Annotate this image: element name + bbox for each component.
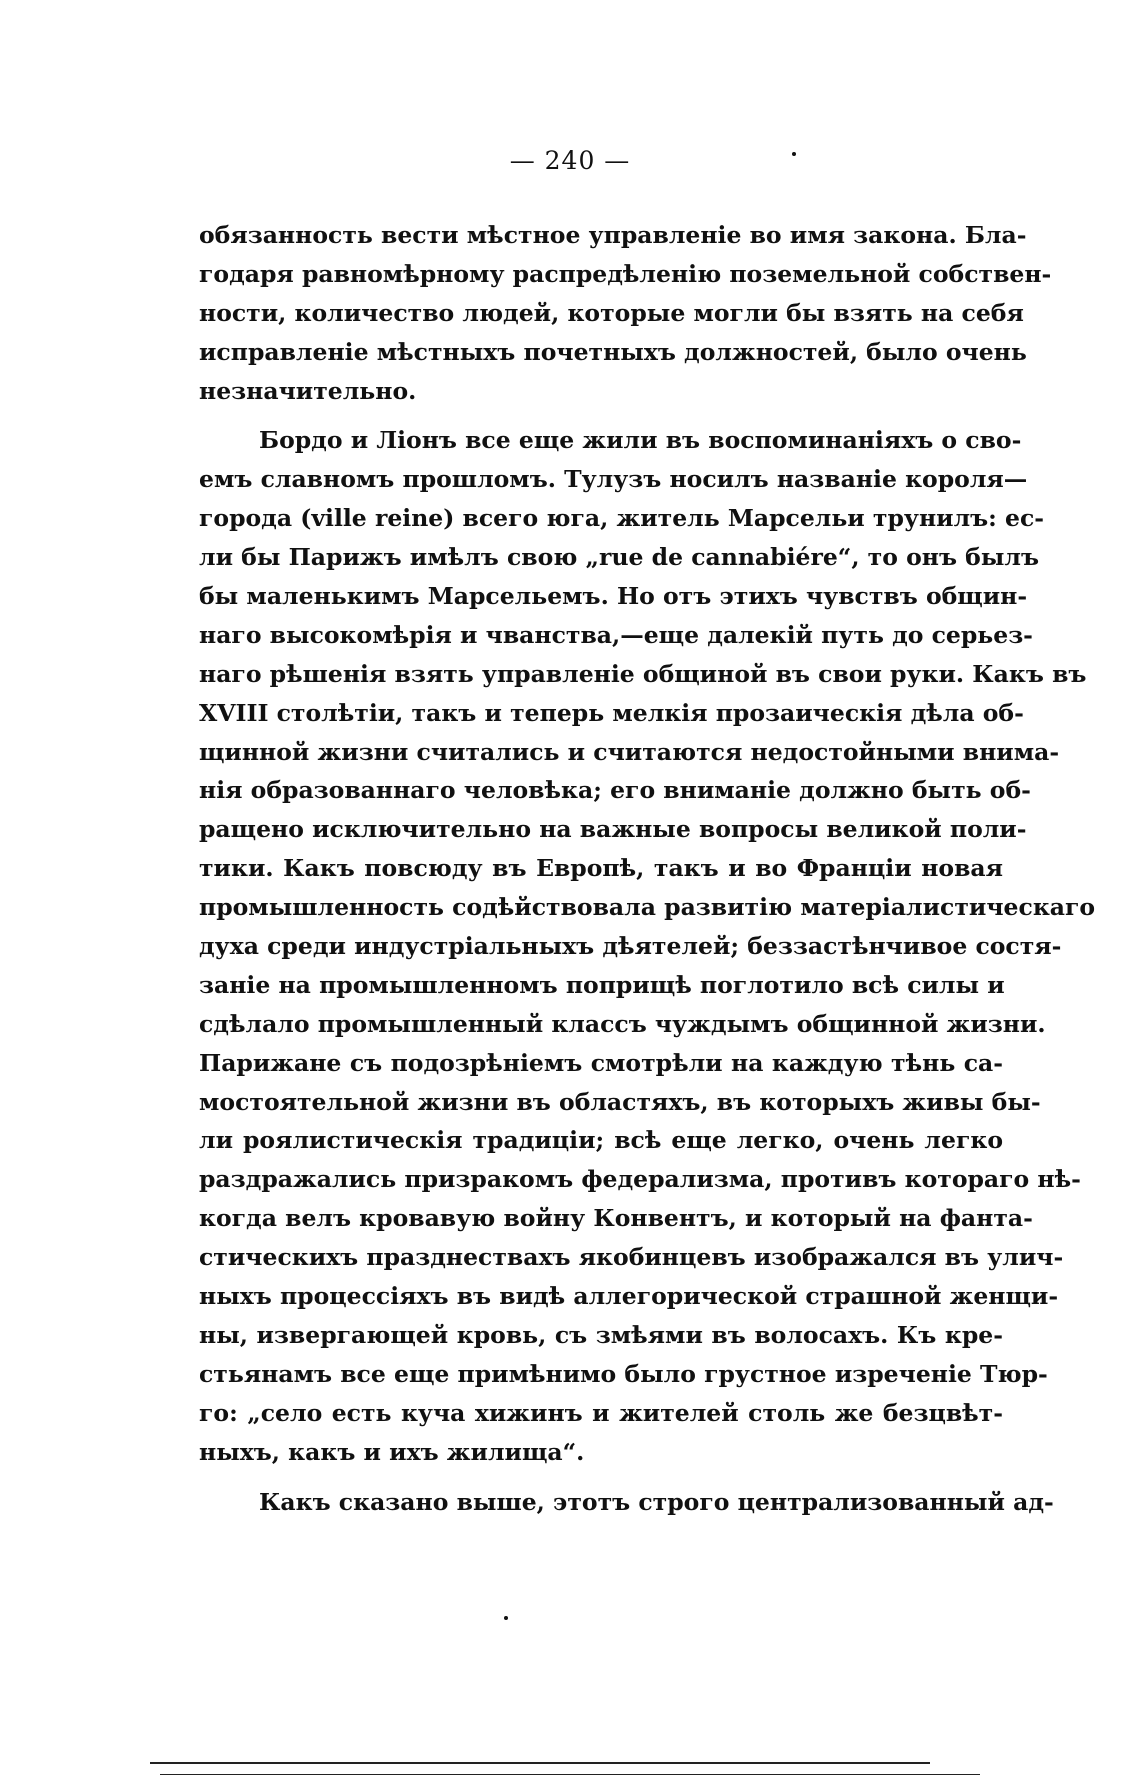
bottom-edge-line — [160, 1774, 980, 1775]
text-line: стьянамъ все еще примѣнимо было грустное изреченіе Тюр- — [199, 1359, 1048, 1388]
paragraph-gap — [199, 1472, 1003, 1483]
text-line: ныхъ, какъ и ихъ жилища“. — [199, 1437, 585, 1466]
paragraph-gap — [199, 410, 1003, 421]
text-line: раздражались призракомъ федерализма, противъ котораго нѣ- — [199, 1165, 1081, 1194]
text-line: щинной жизни считались и считаются недостойными внима- — [199, 737, 1060, 766]
text-line: стическихъ празднествахъ якобинцевъ изображался въ улич- — [199, 1243, 1064, 1272]
text-line: мостоятельной жизни въ областяхъ, въ которыхъ живы бы- — [199, 1087, 1041, 1116]
text-line: годаря равномѣрному распредѣленію поземельной собствен- — [199, 259, 1052, 288]
paragraph — [199, 421, 1096, 1471]
bottom-edge-line — [150, 1762, 930, 1764]
text-line: ращено исключительно на важные вопросы великой поли- — [199, 815, 1027, 844]
text-line: сдѣлало промышленный классъ чуждымъ общинной жизни. — [199, 1009, 1046, 1038]
text-line: ли роялистическія традиціи; всѣ еще легко, очень легко — [199, 1126, 1003, 1155]
text-line: бы маленькимъ Марсельемъ. Но отъ этихъ чувствъ общин- — [199, 582, 1028, 611]
body-text — [199, 216, 1096, 1521]
text-line: Парижане съ подозрѣніемъ смотрѣли на каждую тѣнь са- — [199, 1048, 1003, 1077]
text-line: ли бы Парижъ имѣлъ свою „rue de cannabiére“, то онъ былъ — [199, 543, 1040, 572]
paragraph — [199, 216, 1052, 410]
text-line: обязанность вести мѣстное управленіе во имя закона. Бла- — [199, 221, 1027, 249]
text-line: наго рѣшенія взять управленіе общиной въ свои руки. Какъ въ — [199, 659, 1087, 688]
text-line: ныхъ процессіяхъ въ видѣ аллегорической страшной женщи- — [199, 1282, 1059, 1311]
text-line: когда велъ кровавую войну Конвентъ, и который на фанта- — [199, 1204, 1033, 1233]
text-line: XVIII столѣтіи, такъ и теперь мелкія прозаическія дѣла об- — [199, 698, 1024, 727]
speck-mark — [504, 1616, 508, 1620]
text-line: промышленность содѣйствовала развитію матеріалистическаго — [199, 893, 1096, 922]
text-line: ности, количество людей, которые могли бы взять на себя — [199, 298, 1024, 327]
text-line: заніе на промышленномъ поприщѣ поглотило всѣ силы и — [199, 970, 1005, 999]
text-line: го: „село есть куча хижинъ и жителей столь же безцвѣт- — [199, 1398, 1003, 1427]
text-line: Какъ сказано выше, этотъ строго централизованный ад- — [259, 1487, 1054, 1516]
text-line: духа среди индустріальныхъ дѣятелей; беззастѣнчивое состя- — [199, 932, 1062, 961]
page-number: — 240 — — [509, 146, 631, 175]
text-line: нія образованнаго человѣка; его вниманіе должно быть об- — [199, 776, 1031, 805]
paragraph — [199, 1483, 1054, 1522]
speck-mark — [792, 152, 796, 156]
text-line: города (ville reine) всего юга, житель Марсельи трунилъ: ес- — [199, 504, 1045, 533]
text-line: Бордо и Ліонъ все еще жили въ воспоминаніяхъ о сво- — [259, 426, 1022, 455]
text-line: незначительно. — [199, 376, 417, 405]
text-line: тики. Какъ повсюду въ Европѣ, такъ и во Франціи новая — [199, 854, 1003, 883]
text-line: емъ славномъ прошломъ. Тулузъ носилъ названіе короля— — [199, 465, 1028, 494]
text-line: исправленіе мѣстныхъ почетныхъ должностей, было очень — [199, 337, 1027, 366]
text-line: наго высокомѣрія и чванства,—еще далекій путь до серьез- — [199, 620, 1033, 649]
text-line: ны, извергающей кровь, съ змѣями въ волосахъ. Къ кре- — [199, 1320, 1003, 1349]
